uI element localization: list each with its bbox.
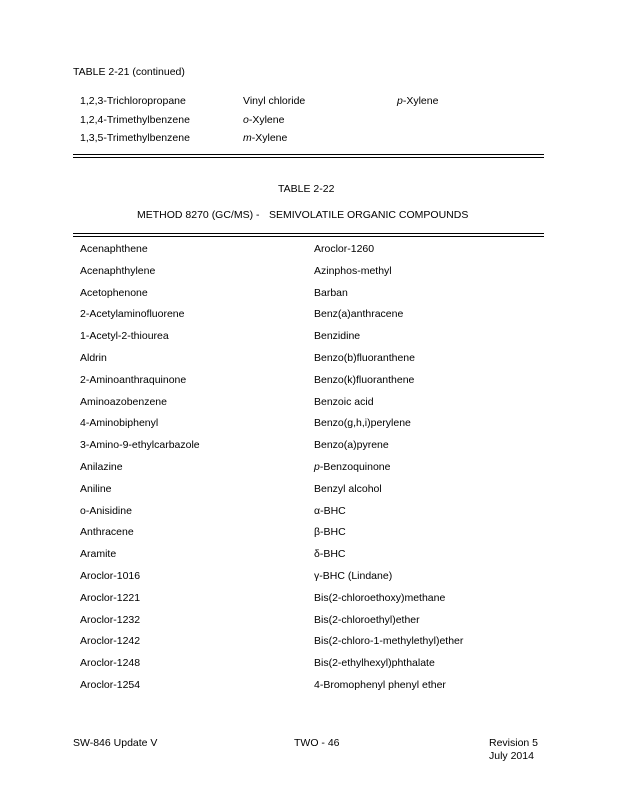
- list-item: 4-Bromophenyl phenyl ether: [314, 679, 446, 691]
- table-divider: [73, 236, 544, 237]
- list-item: δ-BHC: [314, 548, 346, 560]
- list-item: Aroclor-1242: [80, 635, 141, 647]
- list-item: Aroclor-1016: [80, 570, 141, 582]
- list-item: o-Xylene: [243, 114, 285, 126]
- table-divider: [73, 154, 544, 155]
- list-item: Acenaphthene: [80, 243, 148, 255]
- list-item: Benzo(k)fluoranthene: [314, 374, 415, 386]
- list-item: 1,2,3-Trichloropropane: [80, 95, 186, 107]
- list-item: p-Benzoquinone: [314, 461, 391, 473]
- list-item: Aroclor-1232: [80, 614, 141, 626]
- list-item: 1,2,4-Trimethylbenzene: [80, 114, 190, 126]
- list-item: β-BHC: [314, 526, 346, 538]
- list-item: Benzyl alcohol: [314, 483, 382, 495]
- list-item: Aniline: [80, 483, 112, 495]
- list-item: Benzidine: [314, 330, 361, 342]
- list-item: Aroclor-1260: [314, 243, 375, 255]
- footer-page-number: TWO - 46: [294, 737, 340, 749]
- list-item: 1-Acetyl-2-thiourea: [80, 330, 169, 342]
- list-item: 2-Aminoanthraquinone: [80, 374, 187, 386]
- list-item: Benzoic acid: [314, 396, 374, 408]
- list-item: Aramite: [80, 548, 117, 560]
- list-item: o-Anisidine: [80, 505, 132, 517]
- list-item: Anthracene: [80, 526, 134, 538]
- list-item: γ-BHC (Lindane): [314, 570, 393, 582]
- list-item: Vinyl chloride: [243, 95, 306, 107]
- footer-revision: Revision 5: [489, 737, 539, 749]
- list-item: 4-Aminobiphenyl: [80, 417, 159, 429]
- list-item: Aroclor-1248: [80, 657, 141, 669]
- list-item: Aminoazobenzene: [80, 396, 167, 408]
- category-title: SEMIVOLATILE ORGANIC COMPOUNDS: [269, 209, 469, 221]
- list-item: Benz(a)anthracene: [314, 308, 404, 320]
- list-item: Bis(2-chloroethyl)ether: [314, 614, 420, 626]
- list-item: Bis(2-chloro-1-methylethyl)ether: [314, 635, 464, 647]
- list-item: Bis(2-ethylhexyl)phthalate: [314, 657, 435, 669]
- table-caption: TABLE 2-22: [278, 183, 335, 195]
- list-item: Benzo(a)pyrene: [314, 439, 389, 451]
- footer-date: July 2014: [489, 750, 534, 762]
- footer-document-id: SW-846 Update V: [73, 737, 158, 749]
- list-item: α-BHC: [314, 505, 346, 517]
- list-item: 2-Acetylaminofluorene: [80, 308, 185, 320]
- list-item: Azinphos-methyl: [314, 265, 392, 277]
- list-item: p-Xylene: [397, 95, 439, 107]
- list-item: 1,3,5-Trimethylbenzene: [80, 132, 190, 144]
- list-item: Aroclor-1221: [80, 592, 141, 604]
- list-item: Barban: [314, 287, 348, 299]
- list-item: Aldrin: [80, 352, 107, 364]
- list-item: Bis(2-chloroethoxy)methane: [314, 592, 446, 604]
- method-title: METHOD 8270 (GC/MS) -: [137, 209, 260, 221]
- table-divider: [73, 157, 544, 158]
- list-item: Benzo(g,h,i)perylene: [314, 417, 411, 429]
- continued-table-caption: TABLE 2-21 (continued): [73, 66, 185, 78]
- list-item: Anilazine: [80, 461, 123, 473]
- list-item: 3-Amino-9-ethylcarbazole: [80, 439, 200, 451]
- list-item: Acenaphthylene: [80, 265, 156, 277]
- list-item: Aroclor-1254: [80, 679, 141, 691]
- table-divider: [73, 233, 544, 234]
- list-item: Benzo(b)fluoranthene: [314, 352, 415, 364]
- list-item: m-Xylene: [243, 132, 288, 144]
- list-item: Acetophenone: [80, 287, 148, 299]
